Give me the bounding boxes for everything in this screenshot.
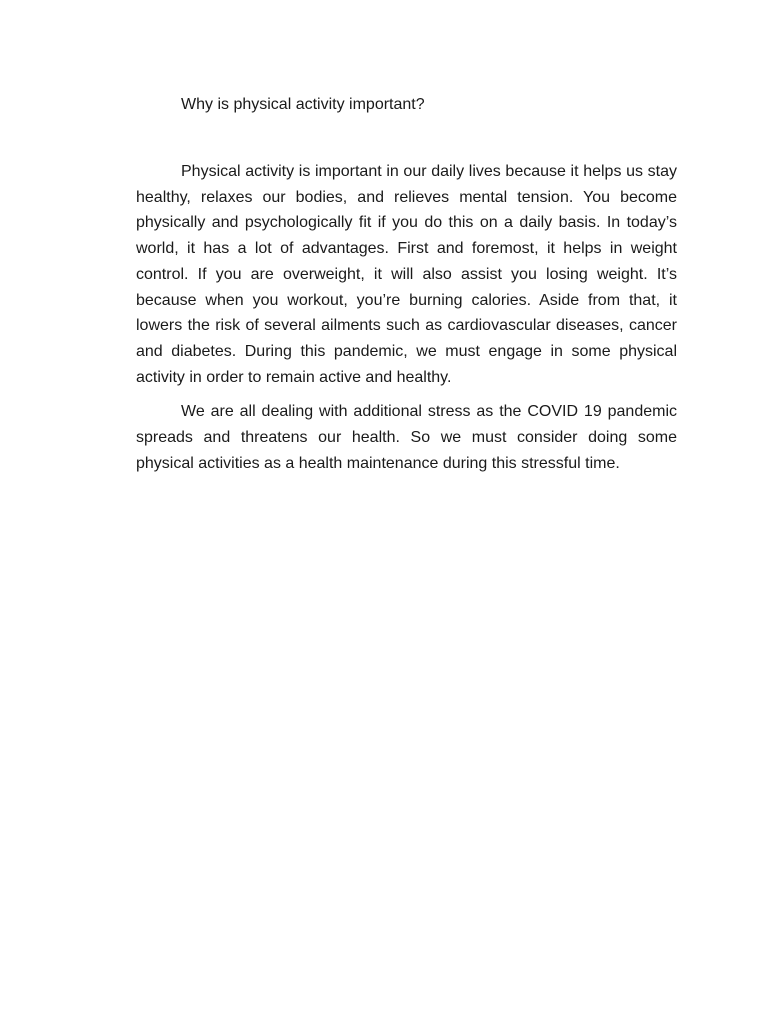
paragraph-2: We are all dealing with additional stress as the COVID 19 pandemic spreads and threatens our health. So we must consider doing some physical activities as a health maintenance during this stressful time. [136, 403, 677, 472]
paragraph-1: Physical activity is important in our daily lives because it helps us stay healthy, relaxes our bodies, and relieves mental tension. You become physically and psychologically fit if you do this on a daily basis. In today’s world, it has a lot of advantages. First and foremost, it helps in weight control. If you are overweight, it will also assist you losing weight. It’s because when you workout, you’re burning calories. Aside from that, it lowers the risk of several ailments such as cardiovascular diseases, cancer and diabetes. During this pandemic, we must engage in some physical activity in order to remain active and healthy. [136, 163, 677, 386]
document-body [136, 159, 677, 485]
document-title: Why is physical activity important? [181, 96, 425, 113]
